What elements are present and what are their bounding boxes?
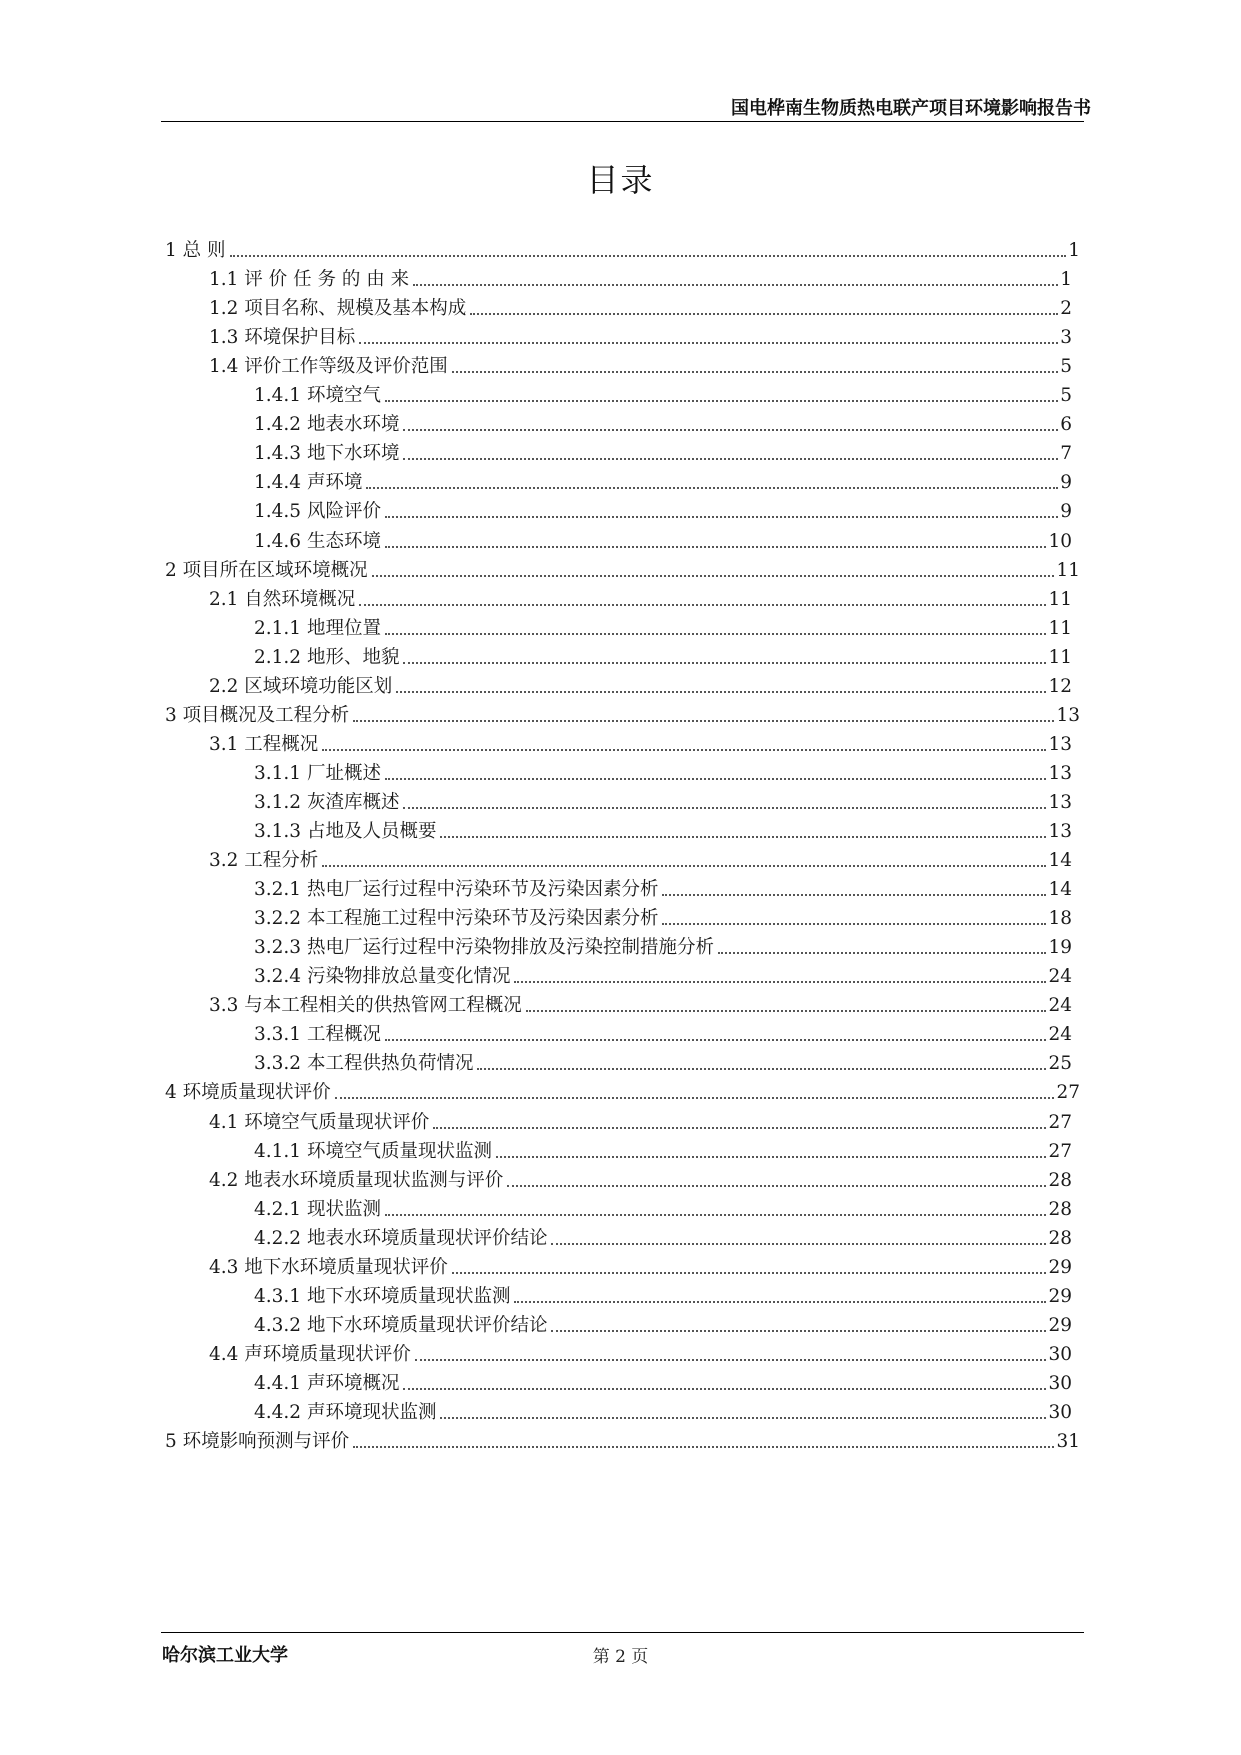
toc-entry-label: 1.4.4 声环境 xyxy=(254,472,363,494)
toc-dot-leader xyxy=(526,1010,1047,1012)
toc-entry[interactable] xyxy=(254,1131,1072,1163)
toc-entry-label: 2.1.2 地形、地貌 xyxy=(254,646,400,668)
toc-entry[interactable] xyxy=(254,637,1072,669)
toc-entry[interactable] xyxy=(254,1276,1072,1308)
toc-entry[interactable] xyxy=(165,550,1080,582)
toc-entry-label: 1.4.2 地表水环境 xyxy=(254,414,400,436)
toc-entry-page: 14 xyxy=(1048,879,1072,901)
toc-entry-page: 3 xyxy=(1060,327,1072,349)
toc-entry-page: 5 xyxy=(1060,356,1072,378)
toc-entry-page: 11 xyxy=(1048,588,1072,610)
toc-entry-page: 18 xyxy=(1048,908,1072,930)
toc-entry[interactable] xyxy=(254,1043,1072,1075)
toc-dot-leader xyxy=(230,255,1067,257)
toc-entry[interactable] xyxy=(209,259,1072,291)
toc-dot-leader xyxy=(413,284,1058,286)
toc-entry-page: 19 xyxy=(1048,937,1072,959)
toc-entry-page: 13 xyxy=(1048,762,1072,784)
toc-dot-leader xyxy=(470,313,1058,315)
toc-entry-label: 3.2 工程分析 xyxy=(209,850,319,872)
toc-entry-page: 10 xyxy=(1048,530,1072,552)
toc-entry-page: 14 xyxy=(1048,850,1072,872)
toc-entry[interactable] xyxy=(165,230,1080,262)
toc-entry-label: 4.2 地表水环境质量现状监测与评价 xyxy=(209,1169,504,1191)
toc-entry-page: 11 xyxy=(1048,646,1072,668)
toc-entry[interactable] xyxy=(254,1189,1072,1221)
toc-entry-page: 24 xyxy=(1048,966,1072,988)
toc-entry-label: 3.2.2 本工程施工过程中污染环节及污染因素分析 xyxy=(254,908,659,930)
toc-entry[interactable] xyxy=(254,433,1072,465)
toc-entry-label: 5 环境影响预测与评价 xyxy=(165,1431,350,1453)
toc-entry[interactable] xyxy=(209,724,1072,756)
toc-entry-label: 4.4 声环境质量现状评价 xyxy=(209,1343,411,1365)
toc-dot-leader xyxy=(366,487,1058,489)
toc-entry[interactable] xyxy=(209,1334,1072,1366)
toc-entry[interactable] xyxy=(209,1102,1072,1134)
toc-entry[interactable] xyxy=(209,666,1072,698)
toc-entry-label: 4.3.1 地下水环境质量现状监测 xyxy=(254,1285,511,1307)
toc-dot-leader xyxy=(452,1272,1047,1274)
toc-entry-label: 3.3.2 本工程供热负荷情况 xyxy=(254,1053,474,1075)
toc-entry-page: 1 xyxy=(1060,269,1072,291)
toc-entry[interactable] xyxy=(209,1247,1072,1279)
toc-entry-label: 1.4 评价工作等级及评价范围 xyxy=(209,356,448,378)
toc-entry[interactable] xyxy=(209,346,1072,378)
toc-entry[interactable] xyxy=(254,404,1072,436)
toc-entry-label: 2 项目所在区域环境概况 xyxy=(165,559,368,581)
toc-entry[interactable] xyxy=(254,753,1072,785)
toc-entry[interactable] xyxy=(254,491,1072,523)
toc-dot-leader xyxy=(322,865,1046,867)
toc-entry-label: 3.1.1 厂址概述 xyxy=(254,762,381,784)
toc-dot-leader xyxy=(353,1446,1054,1448)
toc-dot-leader xyxy=(385,1214,1047,1216)
toc-entry-label: 4.4.1 声环境概况 xyxy=(254,1372,400,1394)
toc-entry[interactable] xyxy=(209,985,1072,1017)
toc-entry[interactable] xyxy=(254,608,1072,640)
toc-entry-label: 4.3 地下水环境质量现状评价 xyxy=(209,1256,448,1278)
toc-dot-leader xyxy=(372,575,1055,577)
toc-entry-label: 3.1.2 灰渣库概述 xyxy=(254,791,400,813)
toc-entry[interactable] xyxy=(209,1160,1072,1192)
toc-entry-label: 1 总 则 xyxy=(165,240,226,261)
toc-entry[interactable] xyxy=(254,1218,1072,1250)
toc-entry-page: 13 xyxy=(1056,704,1080,726)
toc-entry-page: 28 xyxy=(1048,1227,1072,1249)
toc-entry[interactable] xyxy=(254,375,1072,407)
toc-entry-label: 1.2 项目名称、规模及基本构成 xyxy=(209,298,467,320)
toc-entry-page: 9 xyxy=(1060,501,1072,523)
toc-entry[interactable] xyxy=(254,869,1072,901)
toc-dot-leader xyxy=(403,662,1046,664)
toc-dot-leader xyxy=(496,1156,1046,1158)
toc-entry-label: 1.4.6 生态环境 xyxy=(254,530,381,552)
running-header-title: 国电桦南生物质热电联产项目环境影响报告书 xyxy=(731,98,1091,119)
toc-entry[interactable] xyxy=(254,811,1072,843)
toc-entry-page: 13 xyxy=(1048,791,1072,813)
toc-entry-page: 28 xyxy=(1048,1198,1072,1220)
toc-dot-leader xyxy=(385,1039,1047,1041)
toc-entry[interactable] xyxy=(254,927,1072,959)
toc-dot-leader xyxy=(403,807,1046,809)
toc-entry-label: 4.3.2 地下水环境质量现状评价结论 xyxy=(254,1314,548,1336)
toc-dot-leader xyxy=(440,836,1046,838)
toc-dot-leader xyxy=(359,604,1046,606)
toc-dot-leader xyxy=(551,1330,1046,1332)
toc-entry-page: 6 xyxy=(1060,414,1072,436)
toc-dot-leader xyxy=(433,1127,1046,1129)
toc-entry-label: 1.4.5 风险评价 xyxy=(254,501,381,523)
toc-entry-label: 4.4.2 声环境现状监测 xyxy=(254,1402,437,1423)
toc-dot-leader xyxy=(452,371,1058,373)
toc-entry-page: 31 xyxy=(1056,1431,1080,1453)
toc-entry-page: 13 xyxy=(1048,733,1072,755)
toc-dot-leader xyxy=(385,633,1047,635)
toc-entry-page: 1 xyxy=(1068,240,1080,261)
toc-dot-leader xyxy=(385,546,1047,548)
toc-entry-label: 3.1 工程概况 xyxy=(209,733,319,755)
toc-dot-leader xyxy=(507,1185,1046,1187)
toc-dot-leader xyxy=(415,1359,1047,1361)
toc-entry[interactable] xyxy=(254,1305,1072,1337)
toc-entry-label: 3.2.4 污染物排放总量变化情况 xyxy=(254,966,511,988)
toc-entry-label: 4.1 环境空气质量现状评价 xyxy=(209,1111,430,1133)
toc-entry[interactable] xyxy=(254,956,1072,988)
footer-page-number: 第 2 页 xyxy=(592,1647,649,1667)
toc-dot-leader xyxy=(385,400,1058,402)
toc-dot-leader xyxy=(403,458,1058,460)
toc-entry-page: 30 xyxy=(1048,1372,1072,1394)
toc-dot-leader xyxy=(514,981,1046,983)
toc-entry-page: 28 xyxy=(1048,1169,1072,1191)
toc-dot-leader xyxy=(359,342,1058,344)
toc-entry-page: 27 xyxy=(1056,1082,1080,1104)
toc-entry[interactable] xyxy=(254,1392,1072,1424)
toc-entry-label: 1.3 环境保护目标 xyxy=(209,327,356,349)
toc-entry[interactable] xyxy=(209,840,1072,872)
toc-entry-label: 3.2.3 热电厂运行过程中污染物排放及污染控制措施分析 xyxy=(254,937,714,959)
toc-entry[interactable] xyxy=(254,1363,1072,1395)
toc-entry-page: 25 xyxy=(1048,1053,1072,1075)
toc-entry-label: 4 环境质量现状评价 xyxy=(165,1082,331,1104)
toc-entry-label: 3 项目概况及工程分析 xyxy=(165,704,350,726)
toc-dot-leader xyxy=(335,1097,1055,1099)
toc-entry[interactable] xyxy=(165,1421,1080,1453)
header-divider xyxy=(161,121,1084,122)
toc-entry-page: 29 xyxy=(1048,1314,1072,1336)
toc-dot-leader xyxy=(385,778,1047,780)
toc-dot-leader xyxy=(403,1388,1046,1390)
toc-entry-page: 11 xyxy=(1056,559,1080,581)
toc-dot-leader xyxy=(662,894,1046,896)
toc-entry[interactable] xyxy=(254,898,1072,930)
toc-entry[interactable] xyxy=(254,521,1072,553)
toc-dot-leader xyxy=(662,923,1046,925)
toc-entry-label: 4.1.1 环境空气质量现状监测 xyxy=(254,1140,492,1162)
toc-entry-label: 3.3.1 工程概况 xyxy=(254,1024,381,1046)
page-title: 目录 xyxy=(586,161,655,199)
toc-entry-page: 27 xyxy=(1048,1140,1072,1162)
toc-entry-page: 7 xyxy=(1060,443,1072,465)
toc-entry[interactable] xyxy=(165,1072,1080,1104)
toc-entry-page: 11 xyxy=(1048,617,1072,639)
toc-entry-label: 2.1.1 地理位置 xyxy=(254,617,381,639)
toc-dot-leader xyxy=(403,429,1058,431)
footer-institution: 哈尔滨工业大学 xyxy=(162,1645,288,1666)
toc-entry-page: 29 xyxy=(1048,1256,1072,1278)
toc-entry-page: 5 xyxy=(1060,385,1072,407)
toc-entry-label: 4.2.1 现状监测 xyxy=(254,1198,381,1220)
toc-entry-page: 30 xyxy=(1048,1402,1072,1423)
toc-entry-page: 24 xyxy=(1048,995,1072,1017)
toc-entry-label: 2.2 区域环境功能区划 xyxy=(209,675,393,697)
toc-dot-leader xyxy=(514,1301,1046,1303)
toc-entry-page: 2 xyxy=(1060,298,1072,320)
toc-entry[interactable] xyxy=(165,695,1080,727)
toc-entry-page: 30 xyxy=(1048,1343,1072,1365)
toc-entry[interactable] xyxy=(254,1014,1072,1046)
toc-entry-label: 3.3 与本工程相关的供热管网工程概况 xyxy=(209,995,522,1017)
toc-entry-page: 13 xyxy=(1048,821,1072,842)
toc-dot-leader xyxy=(718,952,1046,954)
toc-entry-page: 27 xyxy=(1048,1111,1072,1133)
toc-entry-label: 3.2.1 热电厂运行过程中污染环节及污染因素分析 xyxy=(254,879,659,901)
toc-dot-leader xyxy=(440,1417,1046,1419)
toc-entry-label: 1.1 评 价 任 务 的 由 来 xyxy=(209,269,410,291)
toc-entry-page: 12 xyxy=(1048,675,1072,697)
toc-entry-page: 24 xyxy=(1048,1024,1072,1046)
toc-entry-label: 3.1.3 占地及人员概要 xyxy=(254,821,437,842)
toc-entry[interactable] xyxy=(254,782,1072,814)
toc-dot-leader xyxy=(396,691,1046,693)
toc-entry[interactable] xyxy=(209,288,1072,320)
toc-dot-leader xyxy=(477,1068,1046,1070)
toc-entry[interactable] xyxy=(209,579,1072,611)
toc-entry-label: 1.4.1 环境空气 xyxy=(254,385,381,407)
toc-entry-label: 4.2.2 地表水环境质量现状评价结论 xyxy=(254,1227,548,1249)
toc-dot-leader xyxy=(322,749,1046,751)
toc-entry-label: 2.1 自然环境概况 xyxy=(209,588,356,610)
toc-entry-label: 1.4.3 地下水环境 xyxy=(254,443,400,465)
footer-divider xyxy=(161,1632,1084,1633)
toc-entry-page: 9 xyxy=(1060,472,1072,494)
toc-dot-leader xyxy=(551,1243,1046,1245)
toc-entry[interactable] xyxy=(254,462,1072,494)
toc-dot-leader xyxy=(385,516,1058,518)
toc-dot-leader xyxy=(353,720,1054,722)
toc-entry-page: 29 xyxy=(1048,1285,1072,1307)
toc-entry[interactable] xyxy=(209,317,1072,349)
